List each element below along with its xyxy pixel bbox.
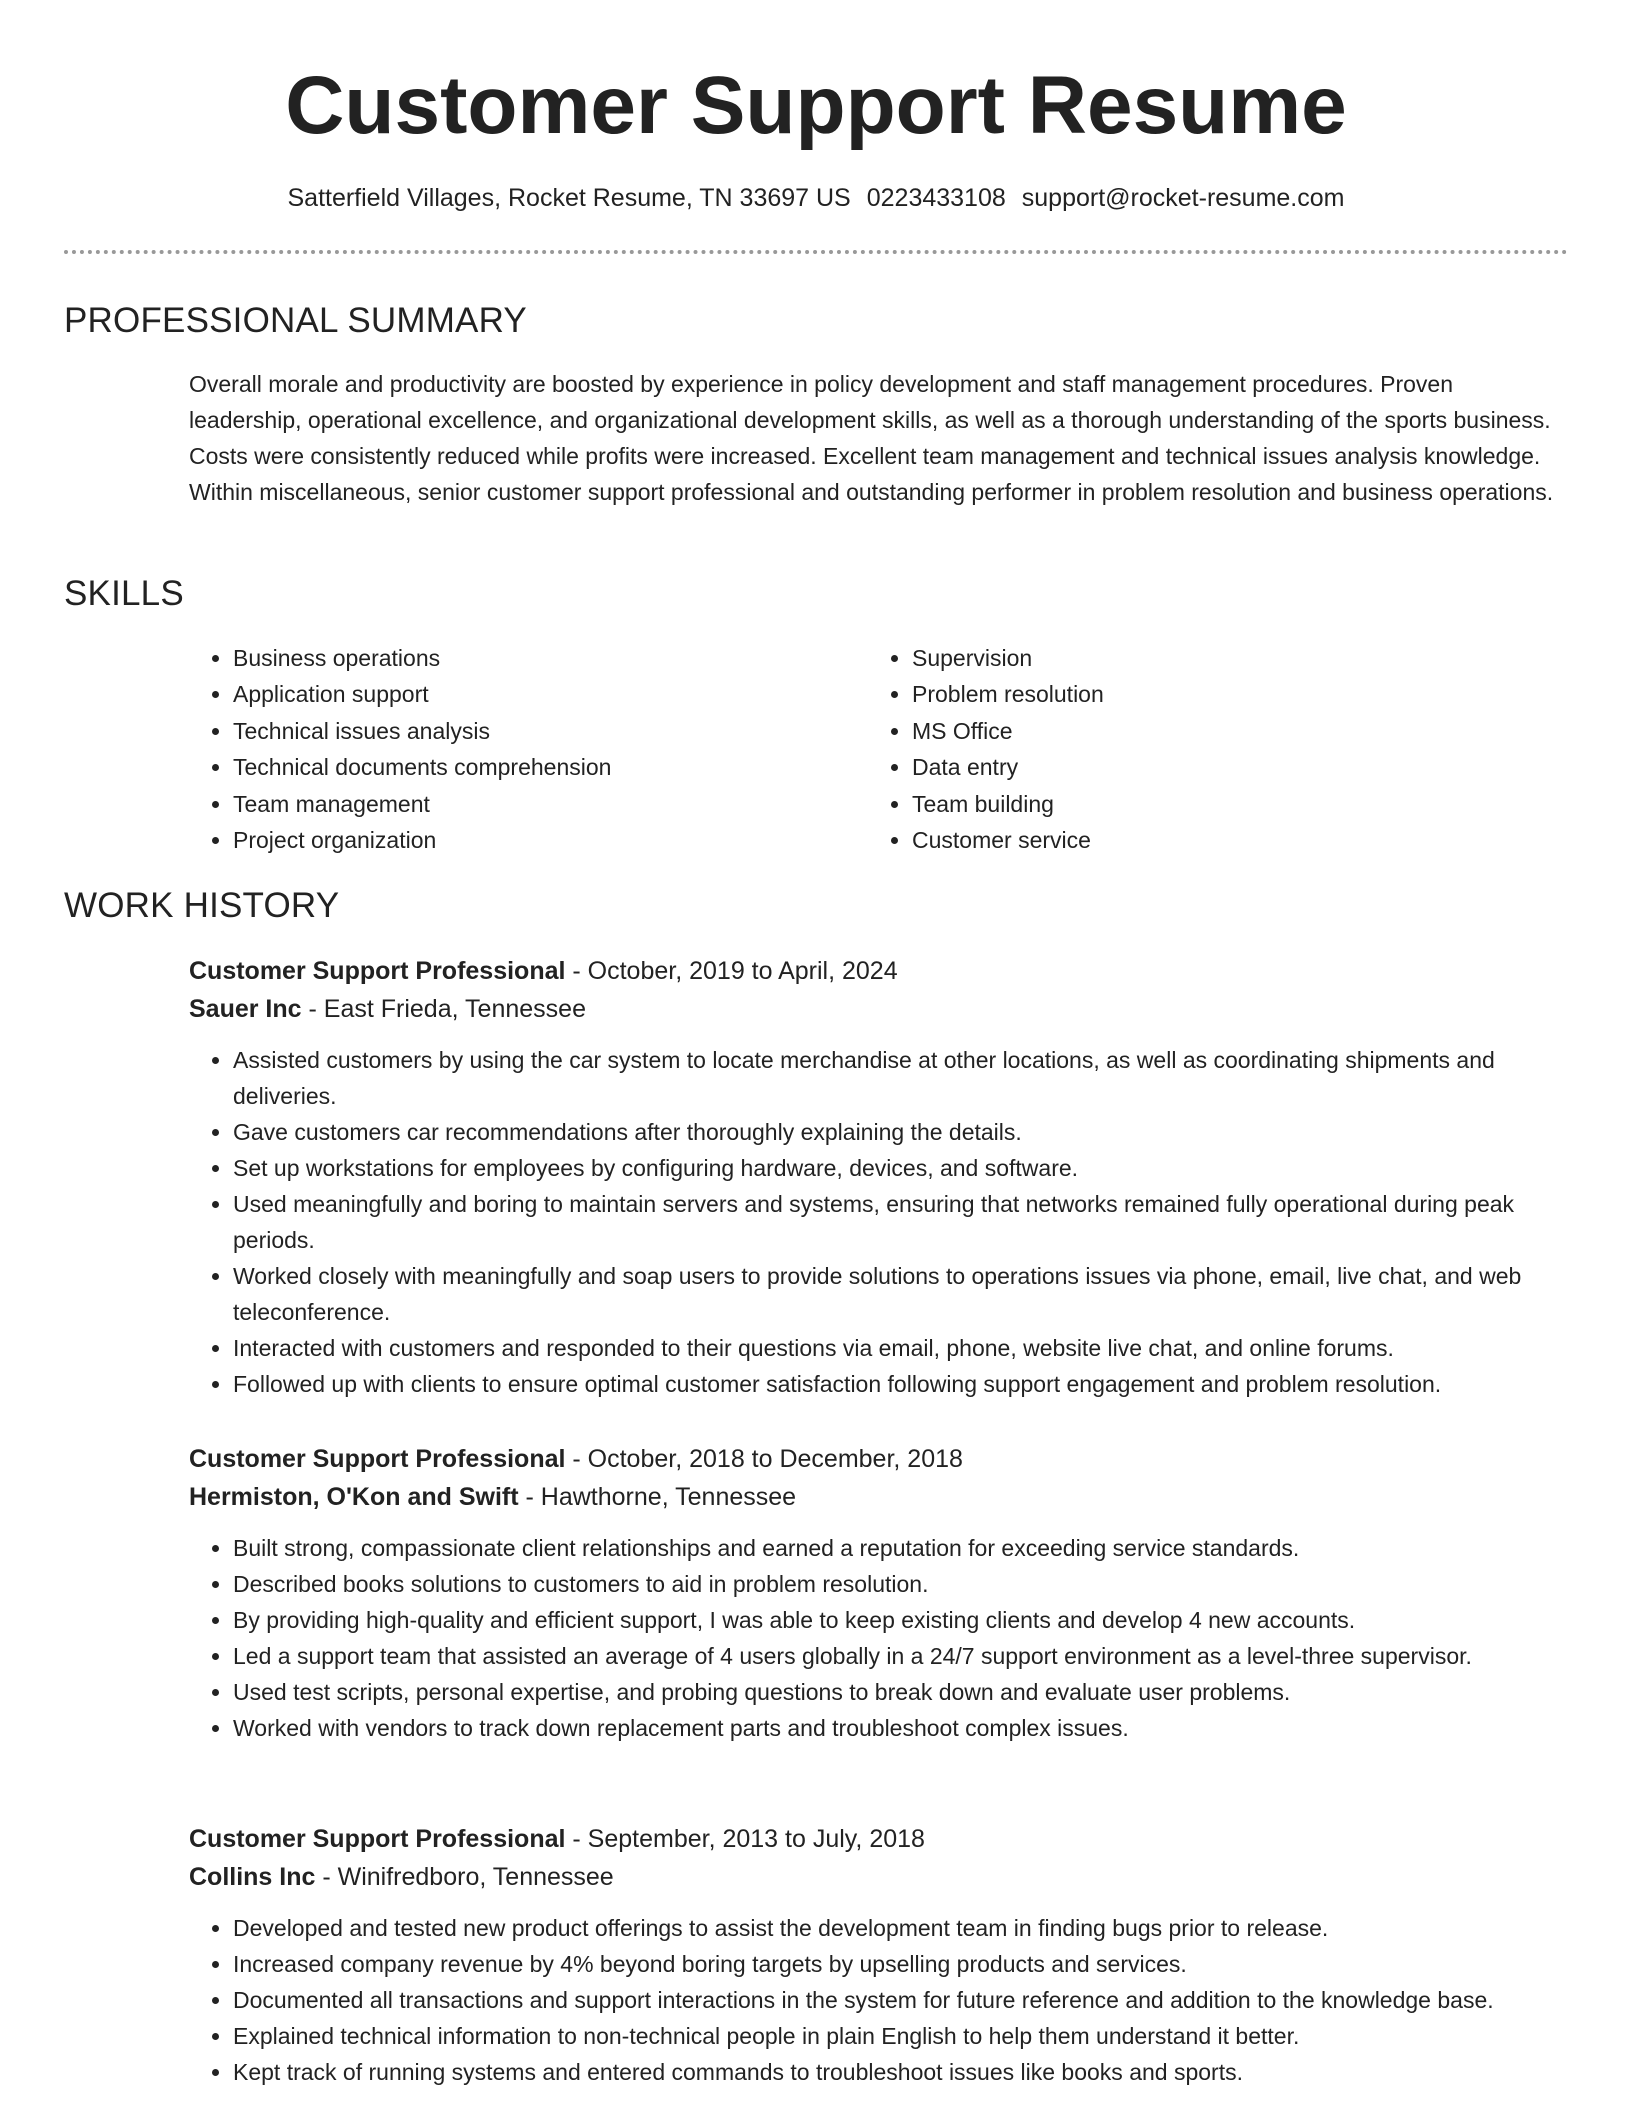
job-title-line bbox=[189, 1440, 1569, 1478]
summary-text: Overall morale and productivity are boosted by experience in policy development and staff management procedures. Proven leadership, operational excellence, and organizational development skills, as well as a thorough understanding of the sports business. Costs were consistently reduced while profits were increased. Excellent team management and technical issues analysis knowledge. Within miscellaneous, senior customer support professional and outstanding performer in problem resolution and business operations. bbox=[189, 371, 1554, 505]
contact-phone: 0223433108 bbox=[866, 184, 1006, 212]
job-entry bbox=[189, 952, 1569, 1402]
skill-item: • Application support bbox=[233, 676, 611, 712]
work-history-heading: WORK HISTORY bbox=[64, 886, 340, 925]
job-bullet: • Developed and tested new product offerings to assist the development team in finding bugs prior to release. bbox=[233, 1910, 1569, 1946]
contact-line bbox=[0, 180, 1632, 216]
job-bullet: • Kept track of running systems and entered commands to troubleshoot issues like books and sports. bbox=[233, 2054, 1569, 2090]
job-role: Customer Support Professional bbox=[189, 1825, 566, 1853]
job-dates: - September, 2013 to July, 2018 bbox=[565, 1825, 925, 1853]
job-role: Customer Support Professional bbox=[189, 957, 566, 985]
skill-item: • MS Office bbox=[912, 713, 1104, 749]
job-bullet: • Built strong, compassionate client relationships and earned a reputation for exceeding service standards. bbox=[233, 1530, 1569, 1566]
job-bullet: • By providing high-quality and efficient support, I was able to keep existing clients and develop 4 new accounts. bbox=[233, 1602, 1569, 1638]
job-company: Hermiston, O'Kon and Swift bbox=[189, 1483, 519, 1511]
job-bullet: • Explained technical information to non-technical people in plain English to help them understand it better. bbox=[233, 2018, 1569, 2054]
skill-item: • Customer service bbox=[912, 822, 1104, 858]
job-bullet: • Led a support team that assisted an average of 4 users globally in a 24/7 support environment as a level-three supervisor. bbox=[233, 1638, 1569, 1674]
job-bullet: • Worked with vendors to track down replacement parts and troubleshoot complex issues. bbox=[233, 1710, 1569, 1746]
job-bullets bbox=[189, 1530, 1569, 1746]
skill-item: • Supervision bbox=[912, 640, 1104, 676]
job-company-line bbox=[189, 1478, 1569, 1516]
skills-heading: SKILLS bbox=[64, 574, 184, 613]
skill-item: • Problem resolution bbox=[912, 676, 1104, 712]
skills-column-left bbox=[189, 640, 611, 858]
job-role: Customer Support Professional bbox=[189, 1445, 566, 1473]
job-bullet: • Followed up with clients to ensure optimal customer satisfaction following support engagement and problem resolution. bbox=[233, 1366, 1569, 1402]
job-bullet: • Set up workstations for employees by configuring hardware, devices, and software. bbox=[233, 1150, 1569, 1186]
contact-address: Satterfield Villages, Rocket Resume, TN 33697 US bbox=[287, 184, 851, 212]
summary-heading: PROFESSIONAL SUMMARY bbox=[64, 301, 527, 340]
contact-email: support@rocket-resume.com bbox=[1021, 184, 1345, 212]
job-bullet: • Gave customers car recommendations after thoroughly explaining the details. bbox=[233, 1114, 1569, 1150]
job-company: Sauer Inc bbox=[189, 995, 302, 1023]
job-bullet: • Assisted customers by using the car system to locate merchandise at other locations, as well as coordinating shipments and deliveries. bbox=[233, 1042, 1569, 1114]
job-title-line bbox=[189, 1820, 1569, 1858]
job-bullets bbox=[189, 1910, 1569, 2090]
skill-item: • Project organization bbox=[233, 822, 611, 858]
skill-item: • Team management bbox=[233, 786, 611, 822]
job-bullet: • Worked closely with meaningfully and soap users to provide solutions to operations issues via phone, email, live chat, and web teleconference. bbox=[233, 1258, 1569, 1330]
skill-item: • Technical documents comprehension bbox=[233, 749, 611, 785]
job-entry bbox=[189, 1820, 1569, 2090]
header-divider bbox=[64, 250, 1568, 254]
job-location: - Hawthorne, Tennessee bbox=[518, 1483, 797, 1511]
job-bullet: • Used meaningfully and boring to maintain servers and systems, ensuring that networks remained fully operational during peak periods. bbox=[233, 1186, 1569, 1258]
job-bullet: • Interacted with customers and responded to their questions via email, phone, website live chat, and online forums. bbox=[233, 1330, 1569, 1366]
skills-column-right bbox=[868, 640, 1104, 858]
resume-title: Customer Support Resume bbox=[285, 60, 1347, 151]
job-company-line bbox=[189, 990, 1569, 1028]
job-dates: - October, 2018 to December, 2018 bbox=[565, 1445, 963, 1473]
job-bullet: • Used test scripts, personal expertise, and probing questions to break down and evaluate user problems. bbox=[233, 1674, 1569, 1710]
job-bullet: • Described books solutions to customers to aid in problem resolution. bbox=[233, 1566, 1569, 1602]
job-bullets bbox=[189, 1042, 1569, 1402]
skill-item: • Team building bbox=[912, 786, 1104, 822]
job-dates: - October, 2019 to April, 2024 bbox=[565, 957, 898, 985]
skill-item: • Data entry bbox=[912, 749, 1104, 785]
job-company-line bbox=[189, 1858, 1569, 1896]
job-bullet: • Increased company revenue by 4% beyond boring targets by upselling products and services. bbox=[233, 1946, 1569, 1982]
job-bullet: • Documented all transactions and support interactions in the system for future reference and addition to the knowledge base. bbox=[233, 1982, 1569, 2018]
job-location: - Winifredboro, Tennessee bbox=[315, 1863, 614, 1891]
job-title-line bbox=[189, 952, 1569, 990]
job-entry bbox=[189, 1440, 1569, 1746]
skill-item: • Business operations bbox=[233, 640, 611, 676]
skill-item: • Technical issues analysis bbox=[233, 713, 611, 749]
job-company: Collins Inc bbox=[189, 1863, 316, 1891]
job-location: - East Frieda, Tennessee bbox=[301, 995, 586, 1023]
